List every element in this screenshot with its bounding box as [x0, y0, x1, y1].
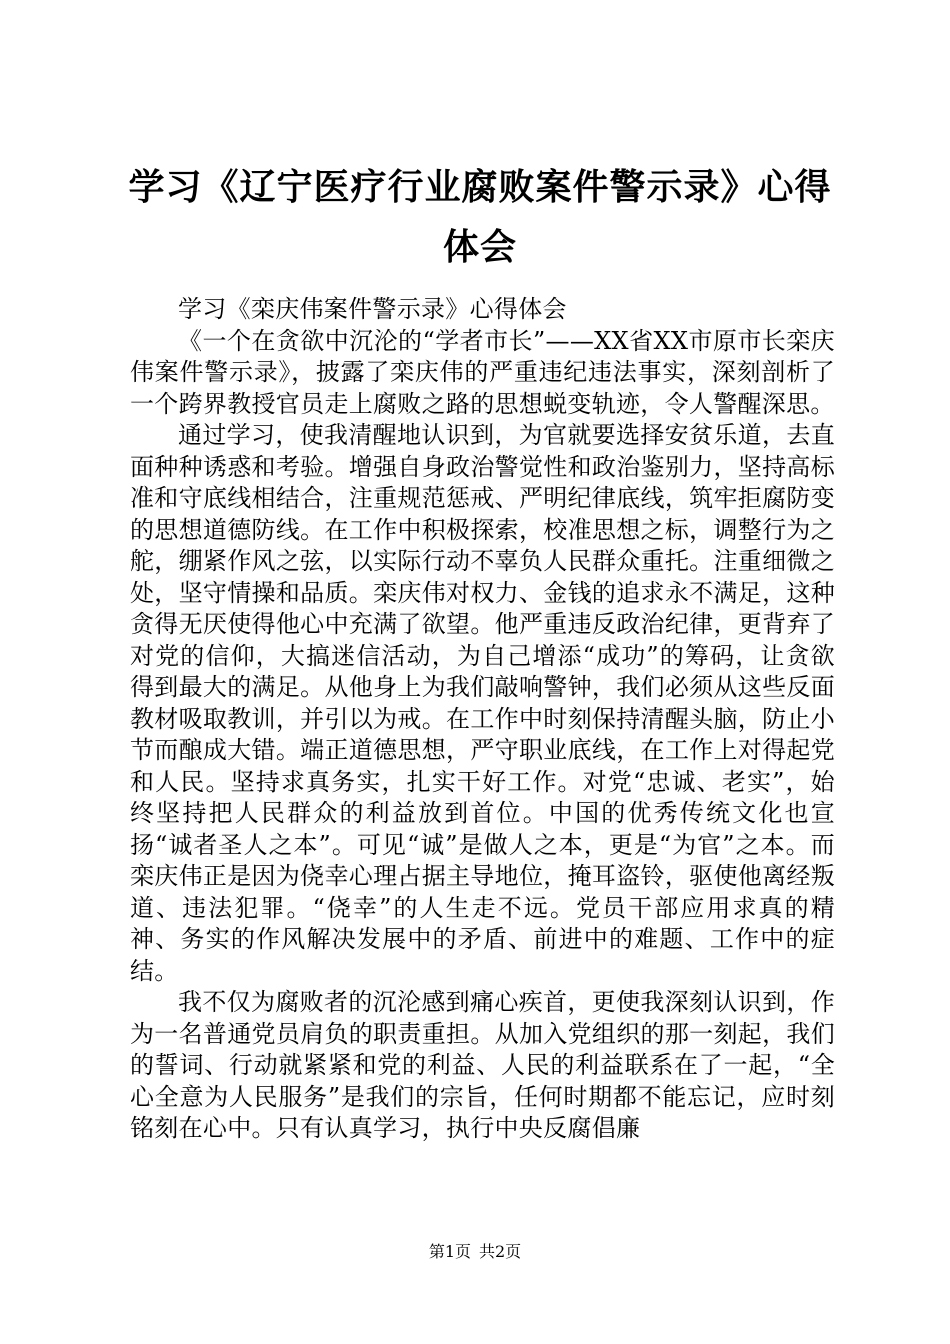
body-paragraph: 《一个在贪欲中沉沦的“学者市长”——XX省XX市原市长栾庆伟案件警示录》，披露了栾庆伟的严重违纪违法事实，深刻剖析了一个跨界教授官员走上腐败之路的思想蜕变轨迹，令人警醒深思。 — [130, 326, 835, 418]
body-paragraph: 通过学习，使我清醒地认识到，为官就要选择安贫乐道，去直面种种诱惑和考验。增强自身政治警觉性和政治鉴别力，坚持高标准和守底线相结合，注重规范惩戒、严明纪律底线，筑牢拒腐防变的思想道德防线。在工作中积极探索，校准思想之标，调整行为之舵，绷紧作风之弦，以实际行动不辜负人民群众重托。注重细微之处，坚守情操和品质。栾庆伟对权力、金钱的追求永不满足，这种贪得无厌使得他心中充满了欲望。他严重违反政治纪律，更背弃了对党的信仰，大搞迷信活动，为自己增添“成功”的筹码，让贪欲得到最大的满足。从他身上为我们敲响警钟，我们必须从这些反面教材吸取教训，并引以为戒。在工作中时刻保持清醒头脑，防止小节而酿成大错。端正道德思想，严守职业底线，在工作上对得起党和人民。坚持求真务实，扎实干好工作。对党“忠诚、老实”，始终坚持把人民群众的利益放到首位。中国的优秀传统文化也宣扬“诚者圣人之本”。可见“诚”是做人之本，更是“为官”之本。而栾庆伟正是因为侥幸心理占据主导地位，掩耳盗铃，驱使他离经叛道、违法犯罪。“侥幸”的人生走不远。党员干部应用求真的精神、务实的作风解决发展中的矛盾、前进中的难题、工作中的症结。 — [130, 421, 835, 985]
subtitle-paragraph: 学习《栾庆伟案件警示录》心得体会 — [178, 295, 567, 323]
page-title: 学习《辽宁医疗行业腐败案件警示录》心得体会 — [128, 167, 832, 268]
document-body — [130, 294, 835, 1145]
page-number: 第1页 — [428, 1242, 471, 1261]
body-paragraph: 我不仅为腐败者的沉沦感到痛心疾首，更使我深刻认识到，作为一名普通党员肩负的职责重担。从加入党组织的那一刻起，我们的誓词、行动就紧紧和党的利益、人民的利益联系在了一起，“全心全意为人民服务”是我们的宗旨，任何时期都不能忘记，应时刻铭刻在心中。只有认真学习，执行中央反腐倡廉 — [130, 988, 835, 1142]
page-total: 共2页 — [479, 1242, 522, 1261]
page-footer — [0, 1242, 950, 1262]
